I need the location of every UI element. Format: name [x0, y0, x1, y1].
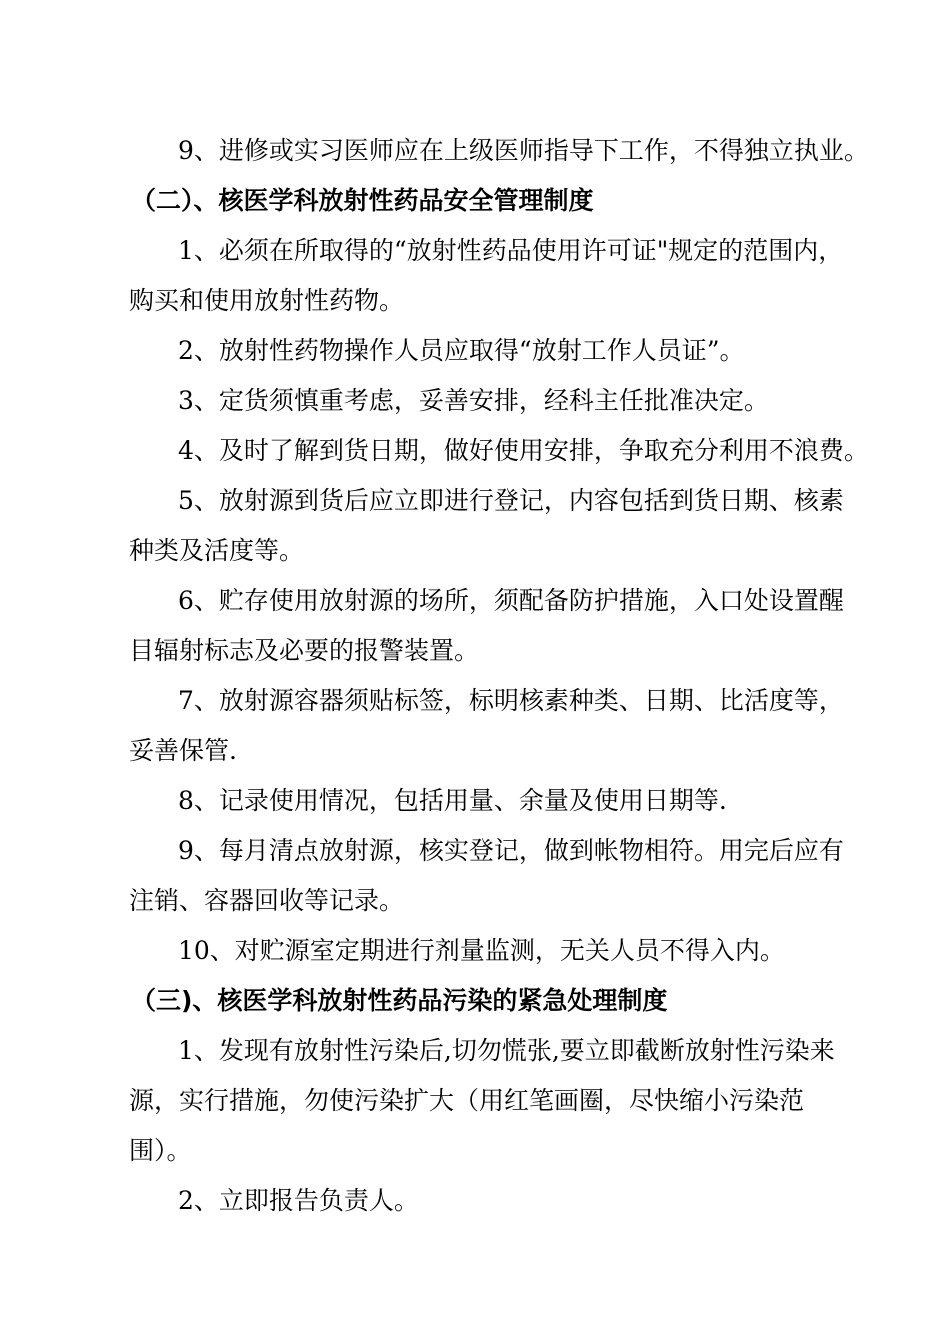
paragraph-text: 3、定货须慎重考虑，妥善安排，经科主任批准决定。	[178, 386, 769, 415]
paragraph-text: 2、放射性药物操作人员应取得“放射工作人员证”。	[178, 336, 745, 365]
section-heading-text: （二）、核医学科放射性药品安全管理制度	[131, 186, 594, 215]
paragraph-text: 2、立即报告负责人。	[178, 1186, 419, 1215]
paragraph-line	[0, 534, 950, 568]
paragraph-text: 注销、容器回收等记录。	[129, 886, 405, 915]
paragraph-line	[0, 284, 950, 318]
paragraph-line	[0, 1134, 950, 1168]
paragraph-text: 5、放射源到货后应立即进行登记，内容包括到货日期、核素	[178, 486, 844, 515]
paragraph-line	[0, 434, 950, 468]
paragraph-text: 妥善保管.	[129, 736, 237, 765]
paragraph-line	[0, 684, 950, 718]
paragraph-line	[0, 484, 950, 518]
paragraph-text: 6、贮存使用放射源的场所，须配备防护措施，入口处设置醒	[178, 586, 844, 615]
paragraph-text: 源，实行措施，勿使污染扩大（用红笔画圈，尽快缩小污染范	[129, 1086, 805, 1115]
paragraph-text: 8、记录使用情况，包括用量、余量及使用日期等.	[178, 786, 727, 815]
paragraph-line	[0, 1034, 950, 1068]
paragraph-line	[0, 934, 950, 968]
paragraph-line	[0, 334, 950, 368]
paragraph-line	[0, 634, 950, 668]
paragraph-line	[0, 584, 950, 618]
section-heading-text: （三)、核医学科放射性药品污染的紧急处理制度	[131, 986, 668, 1015]
paragraph-text: 9、每月清点放射源，核实登记，做到帐物相符。用完后应有	[178, 836, 844, 865]
paragraph-line	[0, 834, 950, 868]
paragraph-text: 种类及活度等。	[129, 536, 305, 565]
paragraph-text: 4、及时了解到货日期，做好使用安排，争取充分利用不浪费。	[178, 436, 869, 465]
paragraph-text: 10、对贮源室定期进行剂量监测，无关人员不得入内。	[178, 936, 785, 965]
paragraph-line	[0, 884, 950, 918]
section-heading-2	[0, 184, 950, 218]
paragraph-line	[0, 234, 950, 268]
paragraph-text: 1、发现有放射性污染后,切勿慌张,要立即截断放射性污染来	[178, 1036, 835, 1065]
paragraph-text: 围）。	[129, 1136, 192, 1165]
paragraph-line	[0, 1184, 950, 1218]
paragraph-text: 9、进修或实习医师应在上级医师指导下工作，不得独立执业。	[178, 136, 869, 165]
paragraph-line	[0, 734, 950, 768]
paragraph-line	[0, 1084, 950, 1118]
paragraph-text: 1、必须在所取得的“放射性药品使用许可证"规定的范围内，	[178, 236, 844, 265]
section-heading-3	[0, 984, 950, 1018]
paragraph-line	[0, 134, 950, 168]
paragraph-text: 购买和使用放射性药物。	[129, 286, 405, 315]
paragraph-text: 7、放射源容器须贴标签，标明核素种类、日期、比活度等，	[178, 686, 844, 715]
paragraph-line	[0, 384, 950, 418]
paragraph-line	[0, 784, 950, 818]
paragraph-text: 目辐射标志及必要的报警装置。	[129, 636, 480, 665]
